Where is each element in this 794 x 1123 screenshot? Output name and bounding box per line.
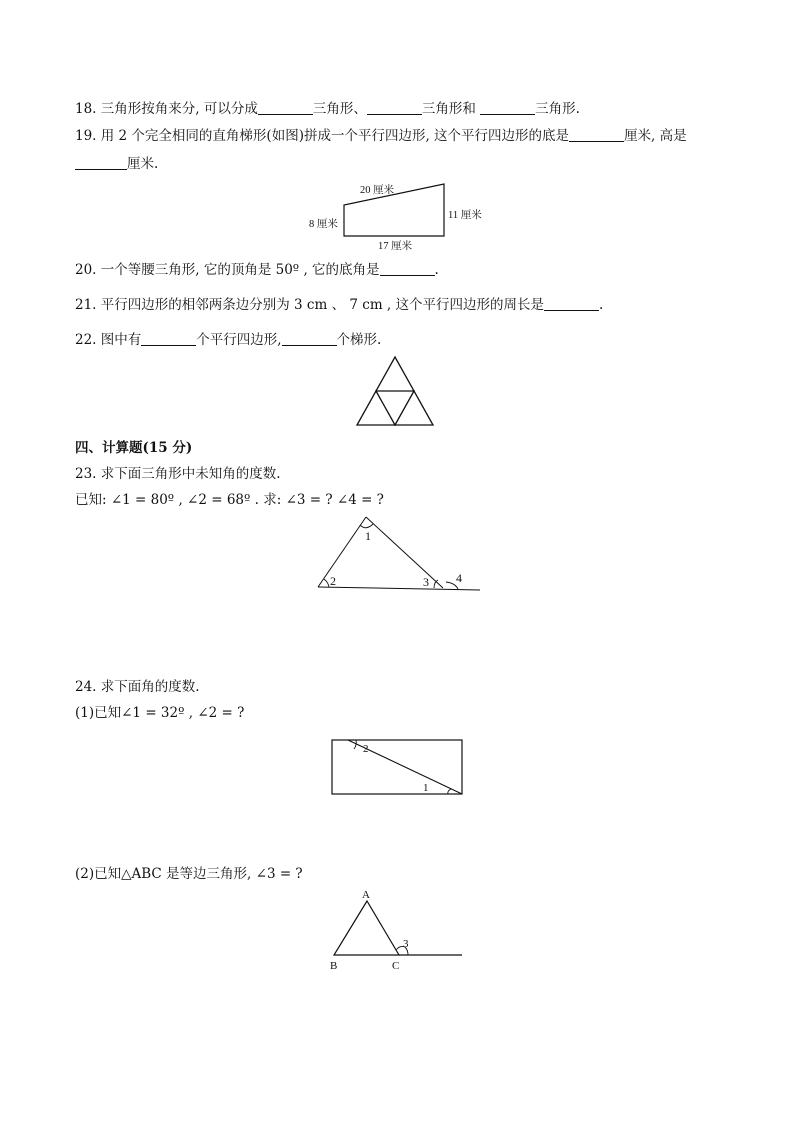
triangle-abc xyxy=(334,901,399,955)
q18-text-d: 三角形. xyxy=(535,101,580,117)
trapezoid-figure xyxy=(300,176,500,256)
angle-triangle-figure xyxy=(310,512,490,597)
answer-blank[interactable] xyxy=(141,331,196,346)
q20-text-b: . xyxy=(434,262,439,278)
label-right: 11 厘米 xyxy=(448,210,482,221)
label-4: 4 xyxy=(456,571,462,585)
question-23-title: 23. 求下面三角形中未知角的度数. xyxy=(75,466,281,482)
label-2: 2 xyxy=(330,574,336,588)
question-24-part1: (1)已知∠1 = 32º , ∠2 = ? xyxy=(75,705,245,721)
side-left xyxy=(318,517,366,587)
question-18 xyxy=(75,100,580,118)
rectangle-diagonal-figure xyxy=(330,738,466,798)
q22-text-c: 个梯形. xyxy=(336,332,382,348)
base-extended xyxy=(318,587,480,590)
label-3: 3 xyxy=(403,938,409,950)
question-19-cont xyxy=(75,155,158,173)
answer-blank[interactable] xyxy=(569,127,624,142)
label-1: 1 xyxy=(423,782,429,794)
q19-text-c: 厘米. xyxy=(127,156,159,172)
question-20 xyxy=(75,261,439,279)
arc-angle-2 xyxy=(324,579,329,587)
label-3: 3 xyxy=(423,575,429,589)
arc-angle-1 xyxy=(448,789,451,794)
answer-blank[interactable] xyxy=(258,100,313,115)
arc-angle-3 xyxy=(434,580,438,588)
q18-text-c: 三角形和 xyxy=(421,101,476,117)
q20-text-a: 20. 一个等腰三角形, 它的顶角是 50º , 它的底角是 xyxy=(75,262,380,278)
answer-blank[interactable] xyxy=(544,296,599,311)
inner-triangle xyxy=(376,391,414,425)
label-left: 8 厘米 xyxy=(309,219,338,230)
vertex-b: B xyxy=(330,960,338,972)
answer-blank[interactable] xyxy=(367,100,422,115)
side-right xyxy=(366,517,443,588)
q19-text-a: 19. 用 2 个完全相同的直角梯形(如图)拼成一个平行四边形, 这个平行四边形的底是 xyxy=(75,128,570,144)
label-2: 2 xyxy=(363,743,369,755)
q21-text-b: . xyxy=(599,297,604,313)
label-bottom: 17 厘米 xyxy=(378,241,413,252)
q18-text-a: 18. 三角形按角来分, 可以分成 xyxy=(75,101,258,117)
label-top: 20 厘米 xyxy=(360,185,395,196)
question-22 xyxy=(75,331,381,349)
q19-text-b: 厘米, 高是 xyxy=(624,128,687,144)
question-24-title: 24. 求下面角的度数. xyxy=(75,679,200,695)
rectangle-shape xyxy=(332,740,462,794)
question-24-part2: (2)已知△ABC 是等边三角形, ∠3 = ? xyxy=(75,866,303,882)
triangle-grid-figure xyxy=(350,354,440,430)
vertex-a: A xyxy=(362,889,370,901)
question-21 xyxy=(75,296,603,314)
answer-blank[interactable] xyxy=(282,331,337,346)
equilateral-triangle-figure xyxy=(326,887,466,973)
arc-angle-2 xyxy=(354,740,356,749)
q21-text-a: 21. 平行四边形的相邻两条边分别为 3 cm 、 7 cm , 这个平行四边形的周长是 xyxy=(75,297,544,313)
q22-text-b: 个平行四边形, xyxy=(196,332,282,348)
question-19 xyxy=(75,127,687,145)
answer-blank[interactable] xyxy=(480,100,535,115)
arc-angle-1 xyxy=(360,524,373,528)
section-4-heading: 四、计算题(15 分) xyxy=(75,440,193,456)
answer-blank[interactable] xyxy=(75,155,127,170)
answer-blank[interactable] xyxy=(380,261,435,276)
vertex-c: C xyxy=(392,960,400,972)
q22-text-a: 22. 图中有 xyxy=(75,332,142,348)
label-1: 1 xyxy=(365,529,371,543)
q18-text-b: 三角形、 xyxy=(312,101,367,117)
question-23-given: 已知: ∠1 = 80º , ∠2 = 68º . 求: ∠3 = ? ∠4 = ? xyxy=(75,492,384,508)
